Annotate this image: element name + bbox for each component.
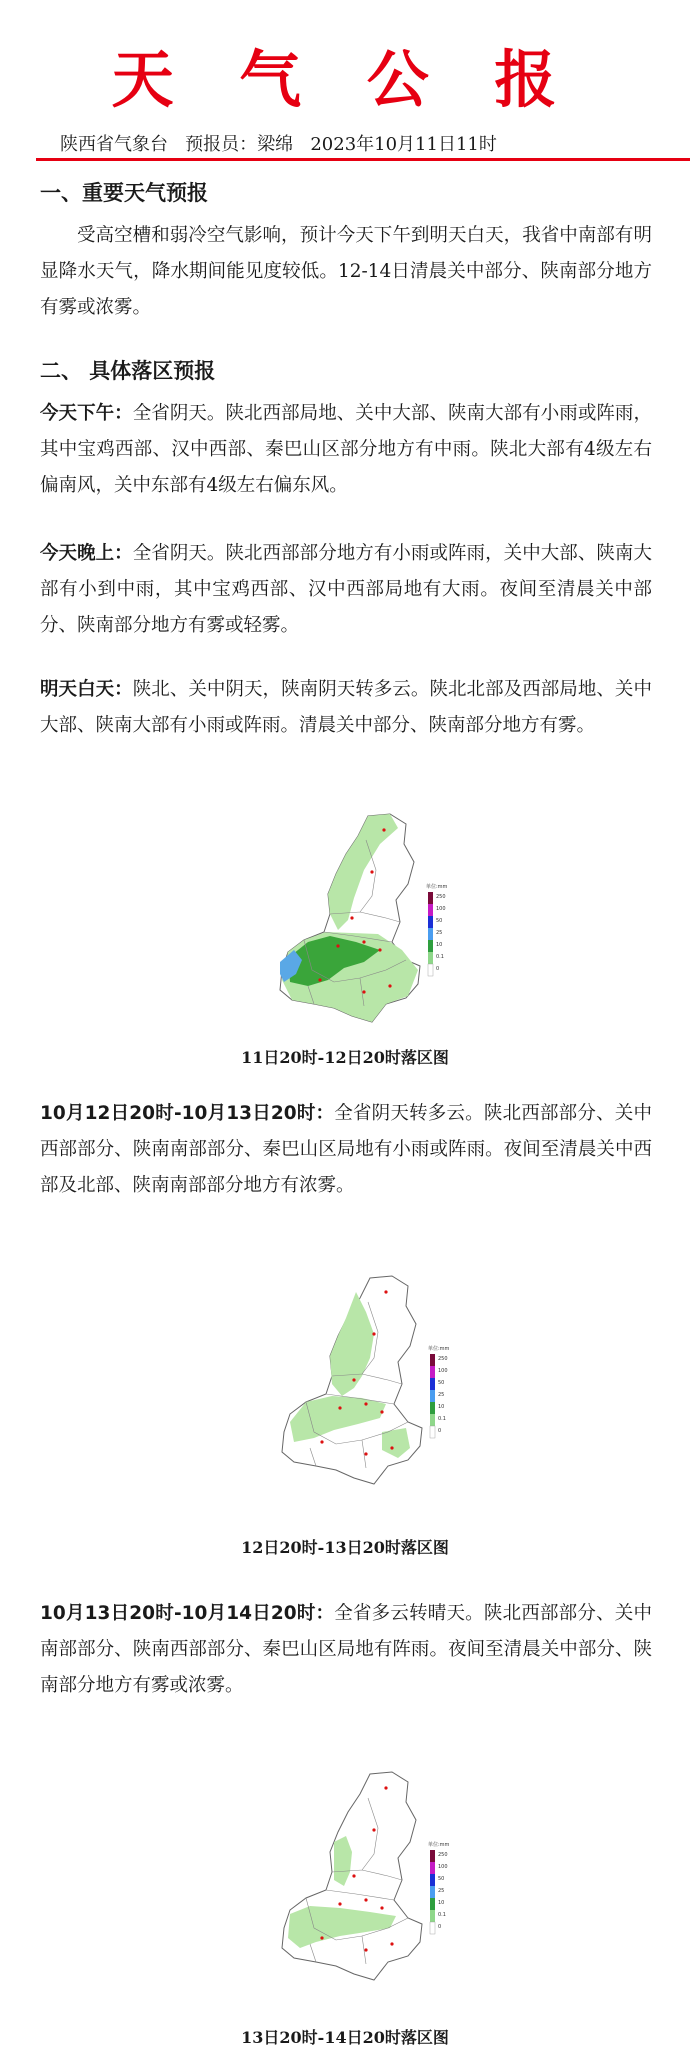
- forecast-this-afternoon: [40, 396, 652, 504]
- svg-text:0: 0: [438, 1428, 442, 1434]
- svg-text:100: 100: [438, 1368, 448, 1374]
- forecast-tomorrow-daytime: [40, 672, 652, 744]
- map-3-caption: 13日20时-14日20时落区图: [241, 2028, 449, 2047]
- legend-swatches: [430, 1354, 435, 1438]
- legend-swatches: [428, 892, 433, 976]
- forecast-period-3: [40, 1596, 652, 1704]
- forecast-text: 陕北、关中阴天，陕南阴天转多云。陕北北部及西部局地、关中大部、陕南大部有小雨或阵雨。清晨关中部分、陕南部分地方有雾。: [40, 679, 652, 736]
- legend-swatches: [430, 1850, 435, 1934]
- forecast-label: 10月13日20时-10月14日20时：: [40, 1603, 335, 1624]
- header-divider: [36, 158, 690, 161]
- svg-text:10: 10: [438, 1404, 445, 1410]
- rainfall-map-2: [270, 1272, 470, 1494]
- forecast-label: 今天下午：: [40, 403, 133, 424]
- section1-text: 受高空槽和弱冷空气影响，预计今天下午到明天白天，我省中南部有明显降水天气，降水期间能见度较低。12-14日清晨关中部分、陕南部分地方有雾或浓雾。: [40, 225, 652, 318]
- svg-text:100: 100: [438, 1864, 448, 1870]
- forecast-text: 全省阴天。陕北西部部分地方有小雨或阵雨，关中大部、陕南大部有小到中雨，其中宝鸡西部、汉中西部局地有大雨。夜间至清晨关中部分、陕南部分地方有雾或轻雾。: [40, 543, 652, 636]
- svg-text:50: 50: [438, 1380, 445, 1386]
- svg-text:25: 25: [436, 930, 443, 936]
- svg-text:0.1: 0.1: [438, 1912, 446, 1918]
- issue-datetime: 2023年10月11日11时: [310, 134, 497, 155]
- svg-text:25: 25: [438, 1888, 445, 1894]
- svg-text:250: 250: [438, 1852, 448, 1858]
- forecast-text: 全省阴天。陕北西部局地、关中大部、陕南大部有小雨或阵雨，其中宝鸡西部、汉中西部、秦巴山区部分地方有中雨。陕北大部有4级左右偏南风，关中东部有4级左右偏东风。: [40, 403, 652, 496]
- svg-text:100: 100: [436, 906, 446, 912]
- svg-text:250: 250: [436, 894, 446, 900]
- legend-levels: [436, 894, 446, 972]
- bulletin-title: 天 气 公 报: [111, 43, 579, 116]
- bulletin-info-line: [60, 132, 497, 158]
- forecast-label: 今天晚上：: [40, 543, 133, 564]
- legend-unit: 单位:mm: [426, 884, 448, 890]
- svg-text:50: 50: [436, 918, 443, 924]
- province-outline: [282, 1772, 422, 1980]
- legend-levels: [438, 1852, 448, 1930]
- section2-heading: 二、 具体落区预报: [40, 359, 216, 383]
- forecaster-name: 预报员：梁绵: [185, 134, 294, 155]
- map-2-caption: 12日20时-13日20时落区图: [241, 1538, 449, 1557]
- svg-text:50: 50: [438, 1876, 445, 1882]
- legend-unit: 单位:mm: [428, 1842, 450, 1848]
- forecast-tonight: [40, 536, 652, 644]
- svg-text:0: 0: [436, 966, 440, 972]
- svg-text:250: 250: [438, 1356, 448, 1362]
- map-1-caption: 11日20时-12日20时落区图: [241, 1048, 449, 1067]
- forecast-text: 全省多云转晴天。陕北西部部分、关中南部部分、陕南西部部分、秦巴山区局地有阵雨。夜间至清晨关中部分、陕南部分地方有雾或浓雾。: [40, 1603, 652, 1696]
- svg-text:0: 0: [438, 1924, 442, 1930]
- svg-text:10: 10: [438, 1900, 445, 1906]
- svg-text:0.1: 0.1: [436, 954, 444, 960]
- legend-unit: 单位:mm: [428, 1346, 450, 1352]
- svg-text:0.1: 0.1: [438, 1416, 446, 1422]
- legend-levels: [438, 1356, 448, 1434]
- svg-text:25: 25: [438, 1392, 445, 1398]
- rainfall-map-3: [270, 1768, 470, 1990]
- svg-text:10: 10: [436, 942, 443, 948]
- section1-heading: 一、重要天气预报: [40, 181, 208, 205]
- rainfall-map-1: [268, 810, 468, 1032]
- forecast-label: 明天白天：: [40, 679, 133, 700]
- forecast-period-2: [40, 1096, 652, 1204]
- forecast-label: 10月12日20时-10月13日20时：: [40, 1103, 335, 1124]
- forecast-text: 全省阴天转多云。陕北西部部分、关中西部部分、陕南南部部分、秦巴山区局地有小雨或阵雨。夜间至清晨关中西部及北部、陕南南部部分地方有浓雾。: [40, 1103, 652, 1196]
- office-name: 陕西省气象台: [60, 134, 168, 155]
